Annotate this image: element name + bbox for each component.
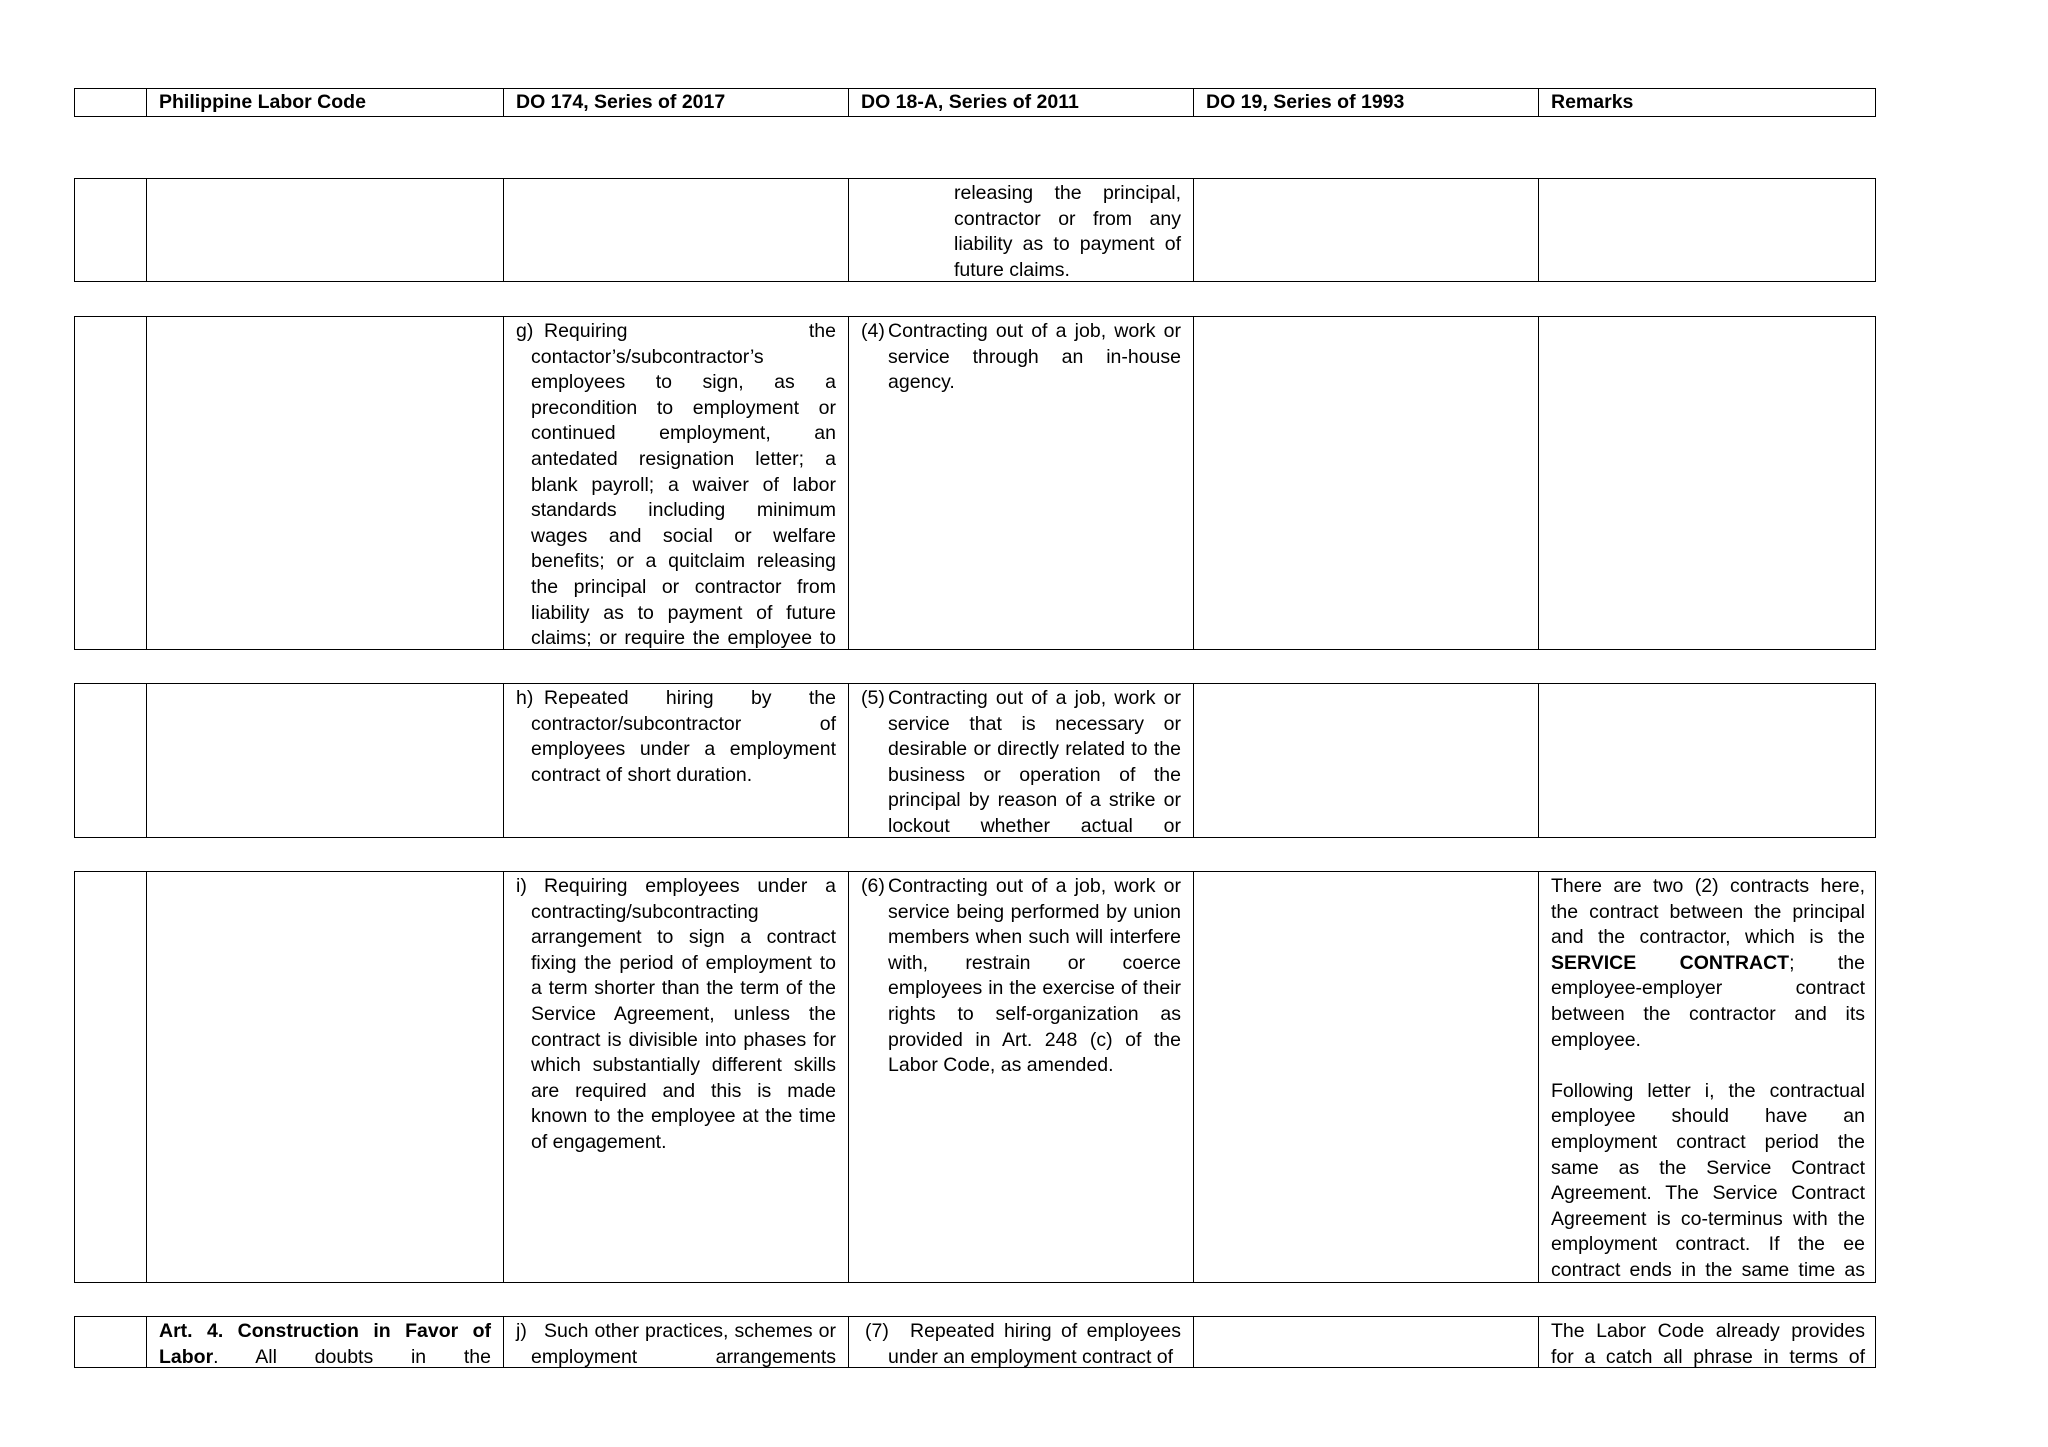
remarks-cell [1538, 179, 1877, 281]
do19-cell [1193, 179, 1538, 281]
do174-text: Requiring the contactor’s/subcontractor’s employees to sign, as a precondition to employment or continued employment, an antedated resignation letter; a blank payroll; a waiver of labor standards including minimum wages and social or welfare benefits; or a quitclaim releasing the principal or contractor from liability as to payment of future claims; or require the employee to [531, 320, 836, 649]
labor-code-text [159, 1319, 491, 1367]
do18a-cell [848, 872, 1193, 1282]
item-label: (7) [865, 1320, 889, 1342]
do18a-item-5 [861, 686, 1181, 837]
article-text: . All doubts in the [213, 1345, 491, 1367]
item-label: (5) [861, 687, 885, 709]
table-row [74, 683, 1876, 838]
table-row [74, 316, 1876, 650]
remarks-cell [1538, 684, 1877, 837]
do174-cell [503, 317, 848, 649]
do174-cell [503, 179, 848, 281]
do174-cell [503, 1317, 848, 1367]
remarks-cell [1538, 317, 1877, 649]
header-remarks: Remarks [1538, 89, 1877, 116]
row-number-cell [75, 179, 146, 281]
do18a-item-4 [861, 319, 1181, 396]
do174-text: Repeated hiring by the contractor/subcontractor of employees under a employment contract of short duration. [531, 687, 836, 786]
do18a-cell [848, 684, 1193, 837]
do19-cell [1193, 1317, 1538, 1367]
header-labor-code: Philippine Labor Code [146, 89, 503, 116]
row-number-cell [75, 684, 146, 837]
do18a-text: Contracting out of a job, work or service that is necessary or desirable or directly related to the business or operation of the principal by reason of a strike or lockout whether actual or [888, 687, 1181, 837]
labor-code-cell [146, 1317, 503, 1367]
do18a-cell [848, 317, 1193, 649]
do19-cell [1193, 317, 1538, 649]
do174-cell [503, 684, 848, 837]
table-row [74, 1316, 1876, 1368]
table-header [74, 88, 1876, 117]
do18a-text: releasing the principal, contractor or from any liability as to payment of future claims. [954, 182, 1181, 281]
header-do19: DO 19, Series of 1993 [1193, 89, 1538, 116]
header-empty-cell [75, 89, 146, 116]
item-label: (4) [861, 320, 885, 342]
labor-code-cell [146, 179, 503, 281]
labor-code-cell [146, 317, 503, 649]
do18a-item-6 [861, 874, 1181, 1079]
remarks-paragraph-2: Following letter i, the contractual employee should have an employment contract period the same as the Service Contract Agreement. The Service Contract Agreement is co-terminus with the employment contract. If the ee contract ends in the same time as [1551, 1079, 1865, 1281]
item-label: h) [516, 687, 534, 709]
item-label: g) [516, 320, 534, 342]
item-label: (6) [861, 875, 885, 897]
remarks-text: ; the employee-employer contract between the contractor and its employee. [1551, 951, 1865, 1051]
do174-text: Such other practices, schemes or employment arrangements [531, 1320, 836, 1367]
labor-code-cell [146, 872, 503, 1282]
remarks-paragraph-1 [1551, 874, 1865, 1053]
table-row [74, 871, 1876, 1283]
do18a-cell [848, 1317, 1193, 1367]
do18a-cell [848, 179, 1193, 281]
do18a-text: Contracting out of a job, work or service being performed by union members when such will interfere with, restrain or coerce employees in the exercise of their rights to self-organization as provided in Art. 248 (c) of the Labor Code, as amended. [888, 875, 1181, 1077]
header-do18a: DO 18-A, Series of 2011 [848, 89, 1193, 116]
do18a-text: Repeated hiring of employees under an employment contract of [888, 1320, 1181, 1367]
do19-cell [1193, 684, 1538, 837]
row-number-cell [75, 872, 146, 1282]
remarks-text: The Labor Code already provides for a catch all phrase in terms of [1551, 1320, 1865, 1367]
do19-cell [1193, 872, 1538, 1282]
header-do174: DO 174, Series of 2017 [503, 89, 848, 116]
do174-cell [503, 872, 848, 1282]
row-number-cell [75, 317, 146, 649]
remarks-text: There are two (2) contracts here, the contract between the principal and the contractor, which is the [1551, 875, 1865, 949]
remarks-cell [1538, 872, 1877, 1282]
row-number-cell [75, 1317, 146, 1367]
labor-code-cell [146, 684, 503, 837]
item-label: i) [516, 875, 527, 897]
table-row [74, 178, 1876, 282]
remarks-bold-text: SERVICE CONTRACT [1551, 951, 1790, 974]
article-title: Art. 4. Construction in Favor of Labor [159, 1320, 491, 1367]
remarks-cell [1538, 1317, 1877, 1367]
do174-text: Requiring employees under a contracting/subcontracting arrangement to sign a contract fixing the period of employment to a term shorter than the term of the Service Agreement, unless the contract is divisible into phases for which substantially different skills are required and this is made known to the employee at the time of engagement. [531, 875, 836, 1153]
do18a-text: Contracting out of a job, work or service through an in-house agency. [888, 320, 1181, 394]
item-label: j) [516, 1320, 527, 1342]
